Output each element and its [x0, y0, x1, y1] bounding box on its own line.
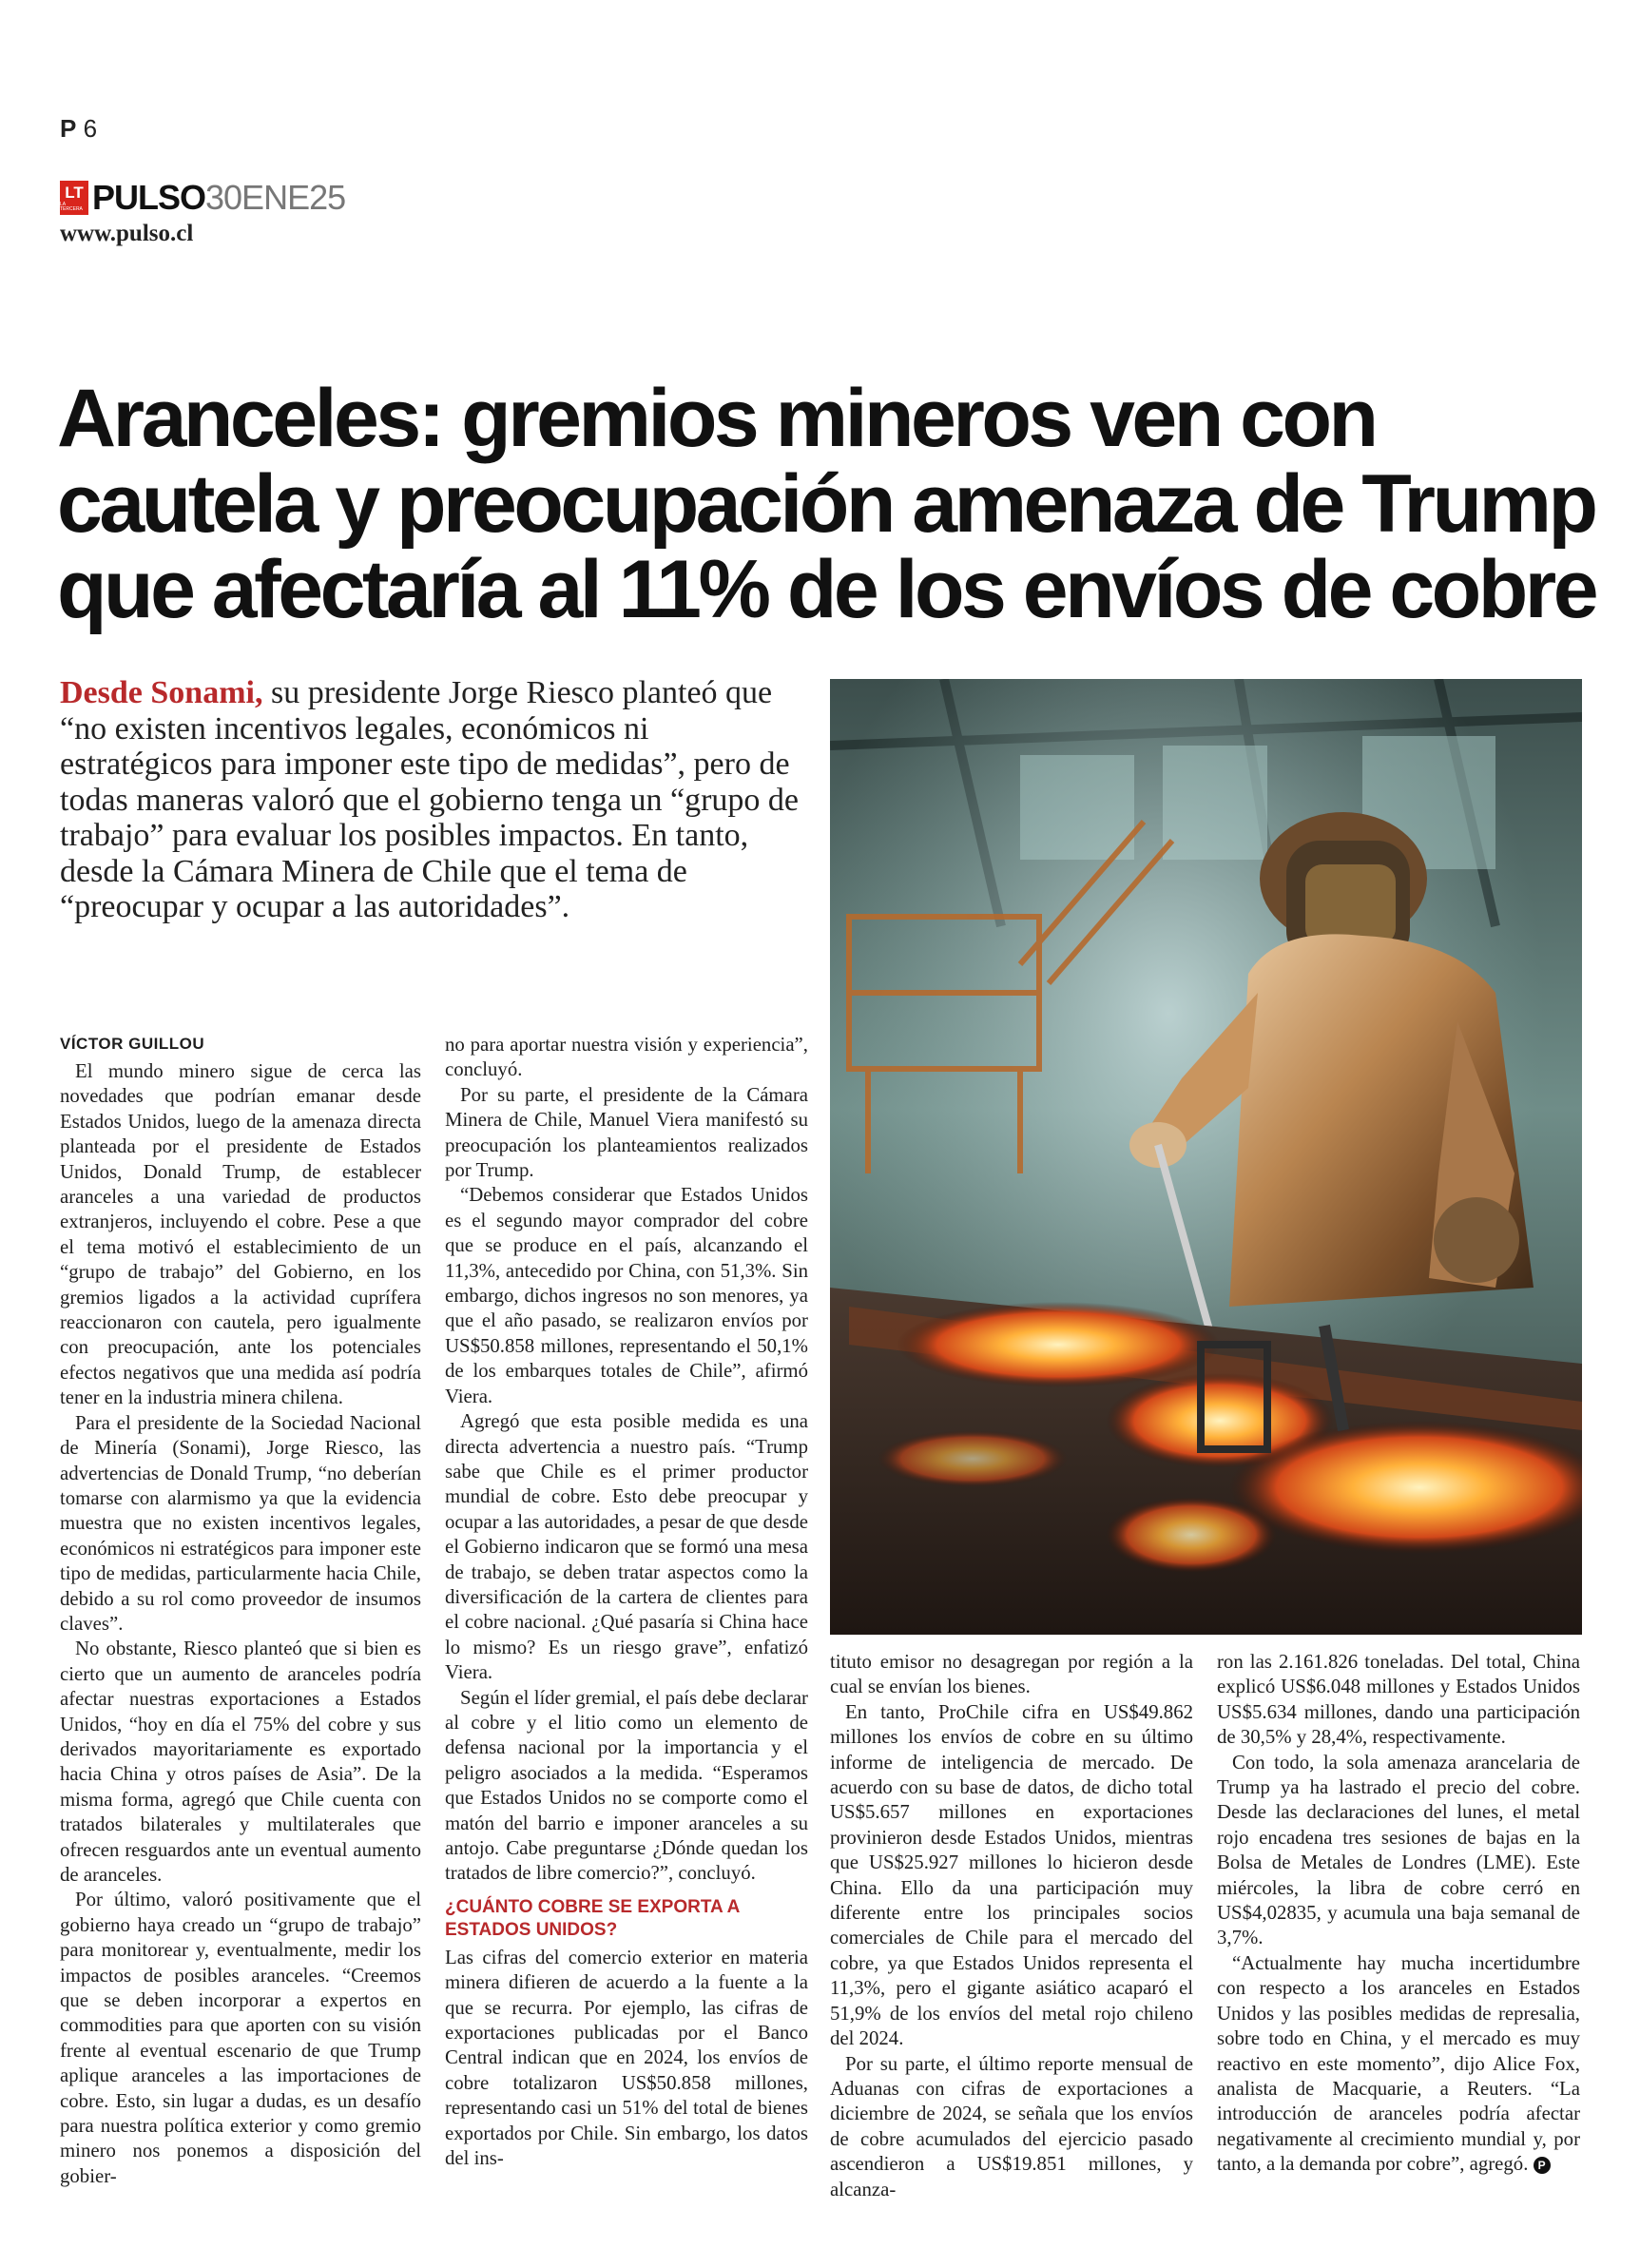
- article-column-2: [445, 1033, 808, 2171]
- body-paragraph: Por su parte, el presidente de la Cámara Minera de Chile, Manuel Viera manifestó su preocupación los planteamientos realizados por Trump.: [445, 1083, 808, 1182]
- body-paragraph: Con todo, la sola amenaza arancelaria de Trump ya ha lastrado el precio del cobre. Desde las declaraciones del lunes, el metal rojo encadena tres sesiones de bajas en la Bolsa de Metales de Londres (LME). Este miércoles, la libra de cobre cerró en US$4,02835, y acumula una baja semanal de 3,7%.: [1217, 1751, 1580, 1949]
- body-paragraph-continued: ron las 2.161.826 toneladas. Del total, China explicó US$6.048 millones y Estados Unidos US$5.634 millones, dando una participación de 30,5% y 28,4%, respectivamente.: [1217, 1651, 1580, 1749]
- body-paragraph: Las cifras del comercio exterior en materia minera difieren de acuerdo a la fuente a la que se recurra. Por ejemplo, las cifras de exportaciones publicadas por el Banco Central indican que en 2024, los envíos de cobre totalizaron US$50.858 millones, representando casi un 51% del total de bienes exportados por Chile. Sin embargo, los datos del ins-: [445, 1946, 808, 2170]
- body-paragraph: Según el líder gremial, el país debe declarar al cobre y el litio como un elemento de defensa nacional por la importancia y el peligro asociados a la medida. “Esperamos que Estados Unidos no se comporte como el matón del barrio e imponer aranceles a su antojo. Cabe preguntarse ¿Dónde quedan los tratados de libre comercio?”, concluyó.: [445, 1686, 808, 1885]
- section-name: PULSO: [92, 178, 206, 217]
- body-paragraph: Por último, valoró positivamente que el gobierno haya creado un “grupo de trabajo” para monitorear y, eventualmente, medir los impactos de posibles aranceles. “Creemos que se deben incorporar a expertos en commodities para que aporten con su visión frente al eventual escenario de que Trump aplique aranceles a las importaciones de cobre. Esto, sin lugar a dudas, es un desafío para nuestra política exterior y como gremio minero nos ponemos a disposición del gobier-: [60, 1889, 421, 2187]
- body-paragraph: En tanto, ProChile cifra en US$49.862 millones los envíos de cobre en su último informe de inteligencia de mercado. De acuerdo con su base de datos, de dicho total US$5.657 millones en exportaciones provinieron desde Estados Unidos, mientras que US$25.927 millones lo hicieron desde China. Ello da una participación muy diferente entre los principales socios comerciales de Chile para el mercado del cobre, ya que Estados Unidos representa el 11,3%, pero el gigante asiático acaparó el 51,9% de los envíos del metal rojo chileno del 2024.: [830, 1700, 1193, 2050]
- logo-text: LT: [65, 183, 84, 202]
- page-prefix: P: [60, 114, 77, 143]
- lead-kicker: Desde Sonami,: [60, 675, 263, 710]
- lead-text: su presidente Jorge Riesco planteó que “no existen incentivos legales, económicos ni estratégicos para imponer este tipo de medidas”, pero de todas maneras valoró que el gobierno tenga un “grupo de trabajo” para evaluar los posibles impactos. En tanto, desde la Cámara Minera de Chile que el tema de “preocupar y ocupar a las autoridades”.: [60, 675, 800, 924]
- logo-subtext: LA TERCERA: [60, 201, 83, 212]
- headline: Aranceles: gremios mineros ven con cautela y preocupación amenaza de Trump que afectaría al 11% de los envíos de cobre: [57, 373, 1596, 635]
- body-paragraph-final: [1217, 1951, 1580, 2178]
- body-paragraph: No obstante, Riesco planteó que si bien es cierto que un aumento de aranceles podría afectar nuestras exportaciones a Estados Unidos, “hoy en día el 75% del cobre y sus derivados mayoritariamente es exportado hacia China y otros países de Asia”. De la misma forma, agregó que Chile cuenta con tratados bilaterales y multilaterales que ofrecen resguardos ante un eventual aumento de aranceles.: [60, 1638, 421, 1886]
- la-tercera-logo: [60, 181, 88, 215]
- body-paragraph-continued: tituto emisor no desagregan por región a la cual se envían los bienes.: [830, 1651, 1193, 1698]
- article-column-1: [60, 1033, 421, 2189]
- article-column-3: [830, 1650, 1193, 2202]
- body-paragraph: Agregó que esta posible medida es una directa advertencia a nuestro país. “Trump sabe que Chile es el primer productor mundial de cobre. Esto debe preocupar y ocupar a las autoridades, a pesar de que desde el Gobierno indicaron que se formó una mesa de trabajo, se deben tratar aspectos como la diversificación de la cartera de clientes para el cobre nacional. ¿Qué pasaría si China hace lo mismo? Es un riesgo grave”, enfatizó Viera.: [445, 1410, 808, 1684]
- issue-date: 30ENE25: [205, 178, 346, 217]
- byline: VÍCTOR GUILLOU: [60, 1035, 205, 1053]
- article-column-4: [1217, 1650, 1580, 2178]
- body-paragraph: “Debemos considerar que Estados Unidos es el segundo mayor comprador del cobre que se produce en el país, alcanzando el 11,3%, antecedido por China, con 51,3%. Sin embargo, dichos ingresos no son menores, ya que el año pasado, se realizaron envíos por US$50.858 millones, representando el 50,1% de los embarques totales de Chile”, afirmó Viera.: [445, 1184, 808, 1407]
- body-paragraph: Para el presidente de la Sociedad Nacional de Minería (Sonami), Jorge Riesco, las advertencias de Donald Trump, “no deberían tomarse con alarmismo ya que la evidencia muestra que no existen incentivos legales, económicos ni estratégicos para imponer este tipo de medidas, particularmente hacia Chile, debido a su rol como proveedor de insumos claves”.: [60, 1411, 421, 1635]
- lead-paragraph: [60, 675, 801, 925]
- page-number: [60, 114, 97, 144]
- body-paragraph: Por su parte, el último reporte mensual de Aduanas con cifras de exportaciones a diciembre de 2024, se señala que los envíos de cobre acumulados del ejercicio pasado ascendieron a US$19.851 millones, y alcanza-: [830, 2052, 1193, 2200]
- body-paragraph: El mundo minero sigue de cerca las novedades que podrían emanar desde Estados Unidos, luego de la amenaza directa planteada por el presidente de Estados Unidos, Donald Trump, de establecer aranceles a una variedad de productos extranjeros, incluyendo el cobre. Pese a que el tema motivó el establecimiento de un “grupo de trabajo” del Gobierno, en los gremios ligados a la actividad cuprífera reaccionaron con cautela, pero igualmente con preocupación, ante los potenciales efectos negativos que una medida así podría tener en la industria minera chilena.: [60, 1060, 421, 1409]
- end-mark-icon: P: [1534, 2157, 1551, 2174]
- photo-illustration: [830, 679, 1582, 1635]
- page-number-value: 6: [83, 114, 98, 143]
- final-paragraph-text: “Actualmente hay mucha incertidumbre con respecto a los aranceles en Estados Unidos y las posibles medidas de represalia, sobre todo en China, y el mercado es muy reactivo en este momento”, dijo Alice Fox, analista de Macquarie, a Reuters. “La introducción de aranceles podría afectar negativamente al crecimiento mundial y, por tanto, a la demanda por cobre”, agregó.: [1217, 1951, 1580, 2176]
- copper-smelter-worker-photo: [830, 679, 1582, 1635]
- website-url: www.pulso.cl: [60, 221, 194, 246]
- body-paragraph-continued: no para aportar nuestra visión y experiencia”, concluyó.: [445, 1034, 808, 1081]
- section-subhead: ¿CUÁNTO COBRE SE EXPORTA A ESTADOS UNIDOS?: [445, 1896, 740, 1940]
- masthead: [60, 179, 345, 217]
